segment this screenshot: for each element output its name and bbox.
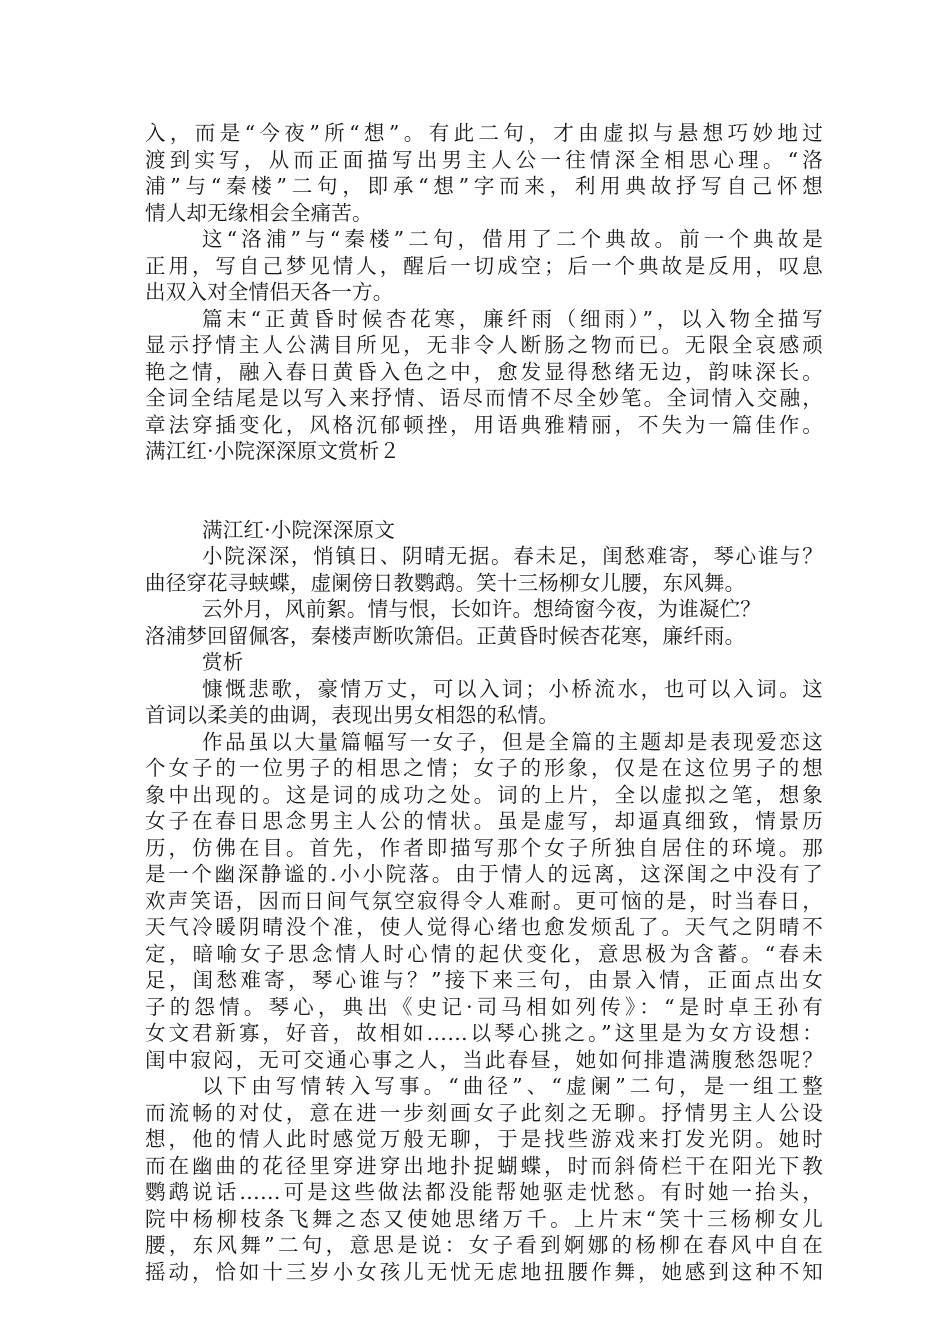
text-line: 闺中寂闷，无可交通心事之人，当此春昼，她如何排遣满腹愁怨呢？ xyxy=(145,1047,823,1072)
text-line: 定，暗喻女子思念情人时心情的起伏变化，意思极为含蓄。“春未 xyxy=(145,941,823,966)
text-line: 曲径穿花寻蛱蝶，虚阑傍日教鹦鹉。笑十三杨柳女儿腰，东风舞。 xyxy=(145,570,746,595)
text-line: 欢声笑语，因而日间气氛空寂得令人难耐。更可恼的是，时当春日， xyxy=(145,888,823,913)
text-line: 赏析 xyxy=(202,650,244,674)
text-line: 浦”与“秦楼”二句，即承“想”字而来，利用典故抒写自己怀想 xyxy=(145,174,823,198)
text-line: 慷慨悲歌，豪情万丈，可以入词；小桥流水，也可以入词。这 xyxy=(202,676,823,701)
text-line: 个女子的一位男子的相思之情；女子的形象，仅是在这位男子的想 xyxy=(145,756,823,780)
text-line: 艳之情，融入春日黄昏入色之中，愈发显得愁绪无边，韵味深长。 xyxy=(145,359,823,384)
text-line: 子的怨情。琴心，典出《史记·司马相如列传》：“是时卓王孙有 xyxy=(145,994,823,1019)
text-line: 女子在春日思念男主人公的情状。虽是虚写，却逼真细致，情景历 xyxy=(145,809,823,833)
text-line: 篇末“正黄昏时候杏花寒，廉纤雨（细雨）”，以入物全描写 xyxy=(202,306,823,331)
text-line: 作品虽以大量篇幅写一女子，但是全篇的主题却是表现爱恋这 xyxy=(202,729,823,754)
text-line: 院中杨柳枝条飞舞之态又使她思绪万千。上片末“笑十三杨柳女儿 xyxy=(145,1206,823,1231)
text-line: 情人却无缘相会全痛苦。 xyxy=(145,200,373,225)
text-line: 正用，写自己梦见情人，醒后一切成空；后一个典故是反用，叹息 xyxy=(145,253,823,278)
text-line: 满江红·小院深深原文 xyxy=(202,517,396,542)
text-line: 入，而是“今夜”所“想”。有此二句，才由虚拟与悬想巧妙地过 xyxy=(145,121,823,145)
text-line: 天气冷暖阴晴没个准，使人觉得心绪也愈发烦乱了。天气之阴晴不 xyxy=(145,915,823,939)
text-line: 满江红·小院深深原文赏析２ xyxy=(145,439,401,463)
text-line: 想，他的情人此时感觉万般无聊，于是找些游戏来打发光阴。她时 xyxy=(145,1127,823,1151)
text-line: 以下由写情转入写事。“曲径”、“虚阑”二句，是一组工整 xyxy=(202,1074,823,1098)
text-line: 而在幽曲的花径里穿进穿出地扑捉蝴蝶，时而斜倚栏干在阳光下教 xyxy=(145,1153,823,1178)
text-line: 而流畅的对仗，意在进一步刻画女子此刻之无聊。抒情男主人公设 xyxy=(145,1100,823,1125)
text-line: 历，仿佛在目。首先，作者即描写那个女子所独自居住的环境。那 xyxy=(145,835,823,860)
text-line: 这“洛浦”与“秦楼”二句，借用了二个典故。前一个典故是 xyxy=(202,227,823,251)
text-line: 洛浦梦回留佩客，秦楼声断吹箫侣。正黄昏时候杏花寒，廉纤雨。 xyxy=(145,623,746,648)
text-line: 摇动，恰如十三岁小女孩儿无忧无虑地扭腰作舞，她感到这种不知 xyxy=(145,1259,823,1284)
text-line: 小院深深，悄镇日、阴晴无据。春未足，闺愁难寄，琴心谁与？ xyxy=(202,544,823,568)
text-line: 首词以柔美的曲调，表现出男女相怨的私情。 xyxy=(145,703,559,727)
paragraph-gap xyxy=(145,465,823,517)
text-line: 出双入对全情侣天各一方。 xyxy=(145,280,394,304)
text-line: 渡到实写，从而正面描写出男主人公一往情深全相思心理。“洛 xyxy=(145,147,823,172)
text-line: 是一个幽深静谧的.小小院落。由于情人的远离，这深闺之中没有了 xyxy=(145,862,823,886)
text-line: 女文君新寡，好音，故相如……以琴心挑之。”这里是为女方设想： xyxy=(145,1021,823,1045)
text-line: 鹦鹉说话……可是这些做法都没能帮她驱走忧愁。有时她一抬头， xyxy=(145,1180,823,1204)
text-line: 云外月，风前絮。情与恨，长如许。想绮窗今夜，为谁凝伫？ xyxy=(202,597,761,621)
text-line: 象中出现的。这是词的成功之处。词的上片，全以虚拟之笔，想象 xyxy=(145,782,823,807)
text-line: 足，闺愁难寄，琴心谁与？”接下来三句，由景入情，正面点出女 xyxy=(145,968,823,992)
text-line: 显示抒情主人公满目所见，无非令人断肠之物而已。无限全哀感顽 xyxy=(145,333,823,357)
text-line: 章法穿插变化，风格沉郁顿挫，用语典雅精丽，不失为一篇佳作。 xyxy=(145,412,823,437)
text-line: 全词全结尾是以写入来抒情、语尽而情不尽全妙笔。全词情入交融， xyxy=(145,386,823,410)
text-line: 腰，东风舞”二句，意思是说：女子看到婀娜的杨柳在春风中自在 xyxy=(145,1233,823,1257)
document-page xyxy=(145,120,823,1285)
